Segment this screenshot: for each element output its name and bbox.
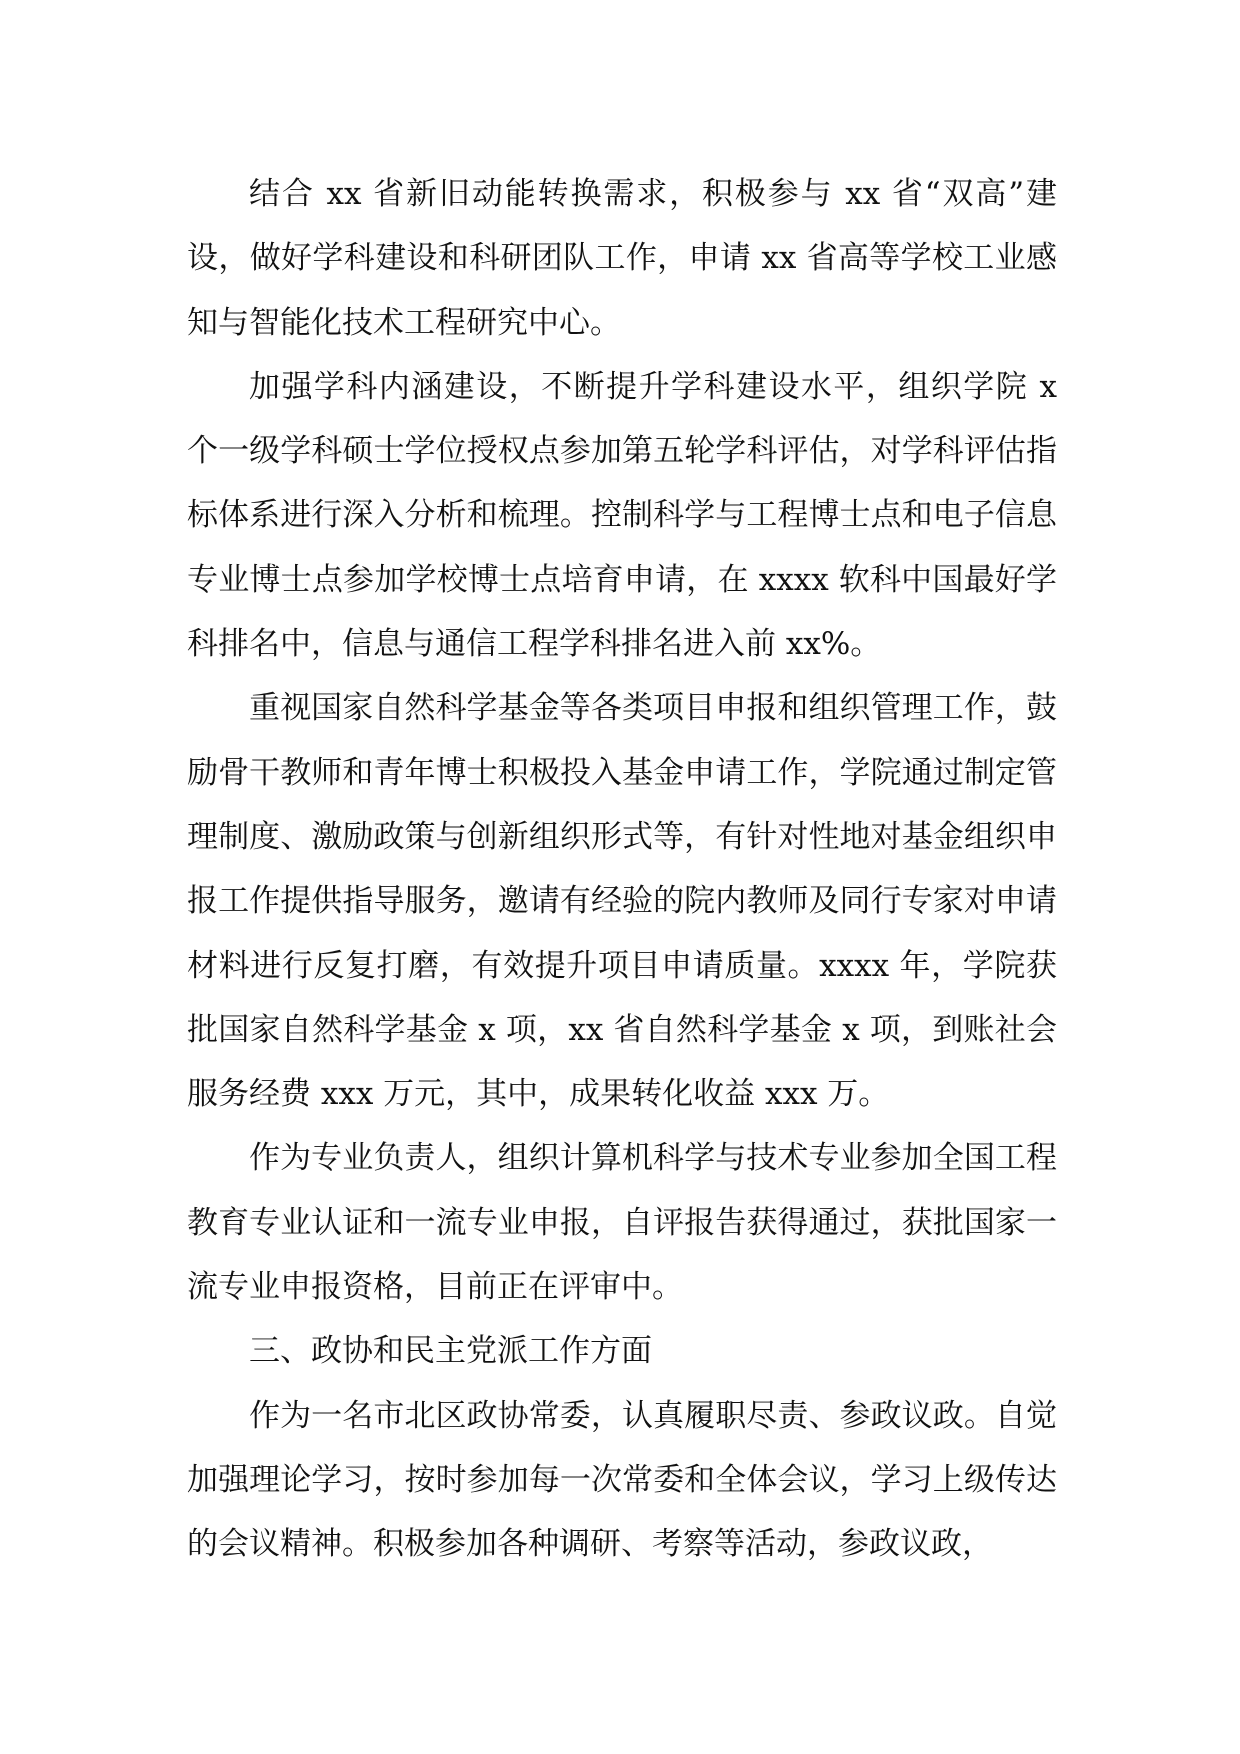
paragraph-cppcc-duties: 作为一名市北区政协常委，认真履职尽责、参政议政。自觉加强理论学习，按时参加每一次常委和全体会议，学习上级传达的会议精神。积极参加各种调研、考察等活动，参政议政， xyxy=(187,1397,1057,1563)
paragraph-science-foundation: 重视国家自然科学基金等各类项目申报和组织管理工作，鼓励骨干教师和青年博士积极投入基金申请工作，学院通过制定管理制度、激励政策与创新组织形式等，有针对性地对基金组织申报工作提供指导服务，邀请有经验的院内教师及同行专家对申请材料进行反复打磨，有效提升项目申请质量。xxxx 年，学院获批国家自然科学基金 x 项，xx 省自然科学基金 x 项，到账社会服务经费 xxx 万元，其中，成果转化收益 xxx 万。 xyxy=(187,690,1057,1113)
paragraph-major-certification: 作为专业负责人，组织计算机科学与技术专业参加全国工程教育专业认证和一流专业申报，自评报告获得通过，获批国家一流专业申报资格，目前正在评审中。 xyxy=(187,1140,1057,1306)
paragraph-discipline-construction: 加强学科内涵建设，不断提升学科建设水平，组织学院 x 个一级学科硕士学位授权点参加第五轮学科评估，对学科评估指标体系进行深入分析和梳理。控制科学与工程博士点和电子信息专业博士点参加学校博士点培育申请，在 xxxx 软科中国最好学科排名中，信息与通信工程学科排名进入前 xx%。 xyxy=(187,368,1057,663)
paragraph-provincial-double-high: 结合 xx 省新旧动能转换需求，积极参与 xx 省“双高”建设，做好学科建设和科研团队工作，申请 xx 省高等学校工业感知与智能化技术工程研究中心。 xyxy=(187,176,1057,341)
document-page xyxy=(187,162,1057,1577)
section-heading-cppcc: 三、政协和民主党派工作方面 xyxy=(249,1333,652,1370)
